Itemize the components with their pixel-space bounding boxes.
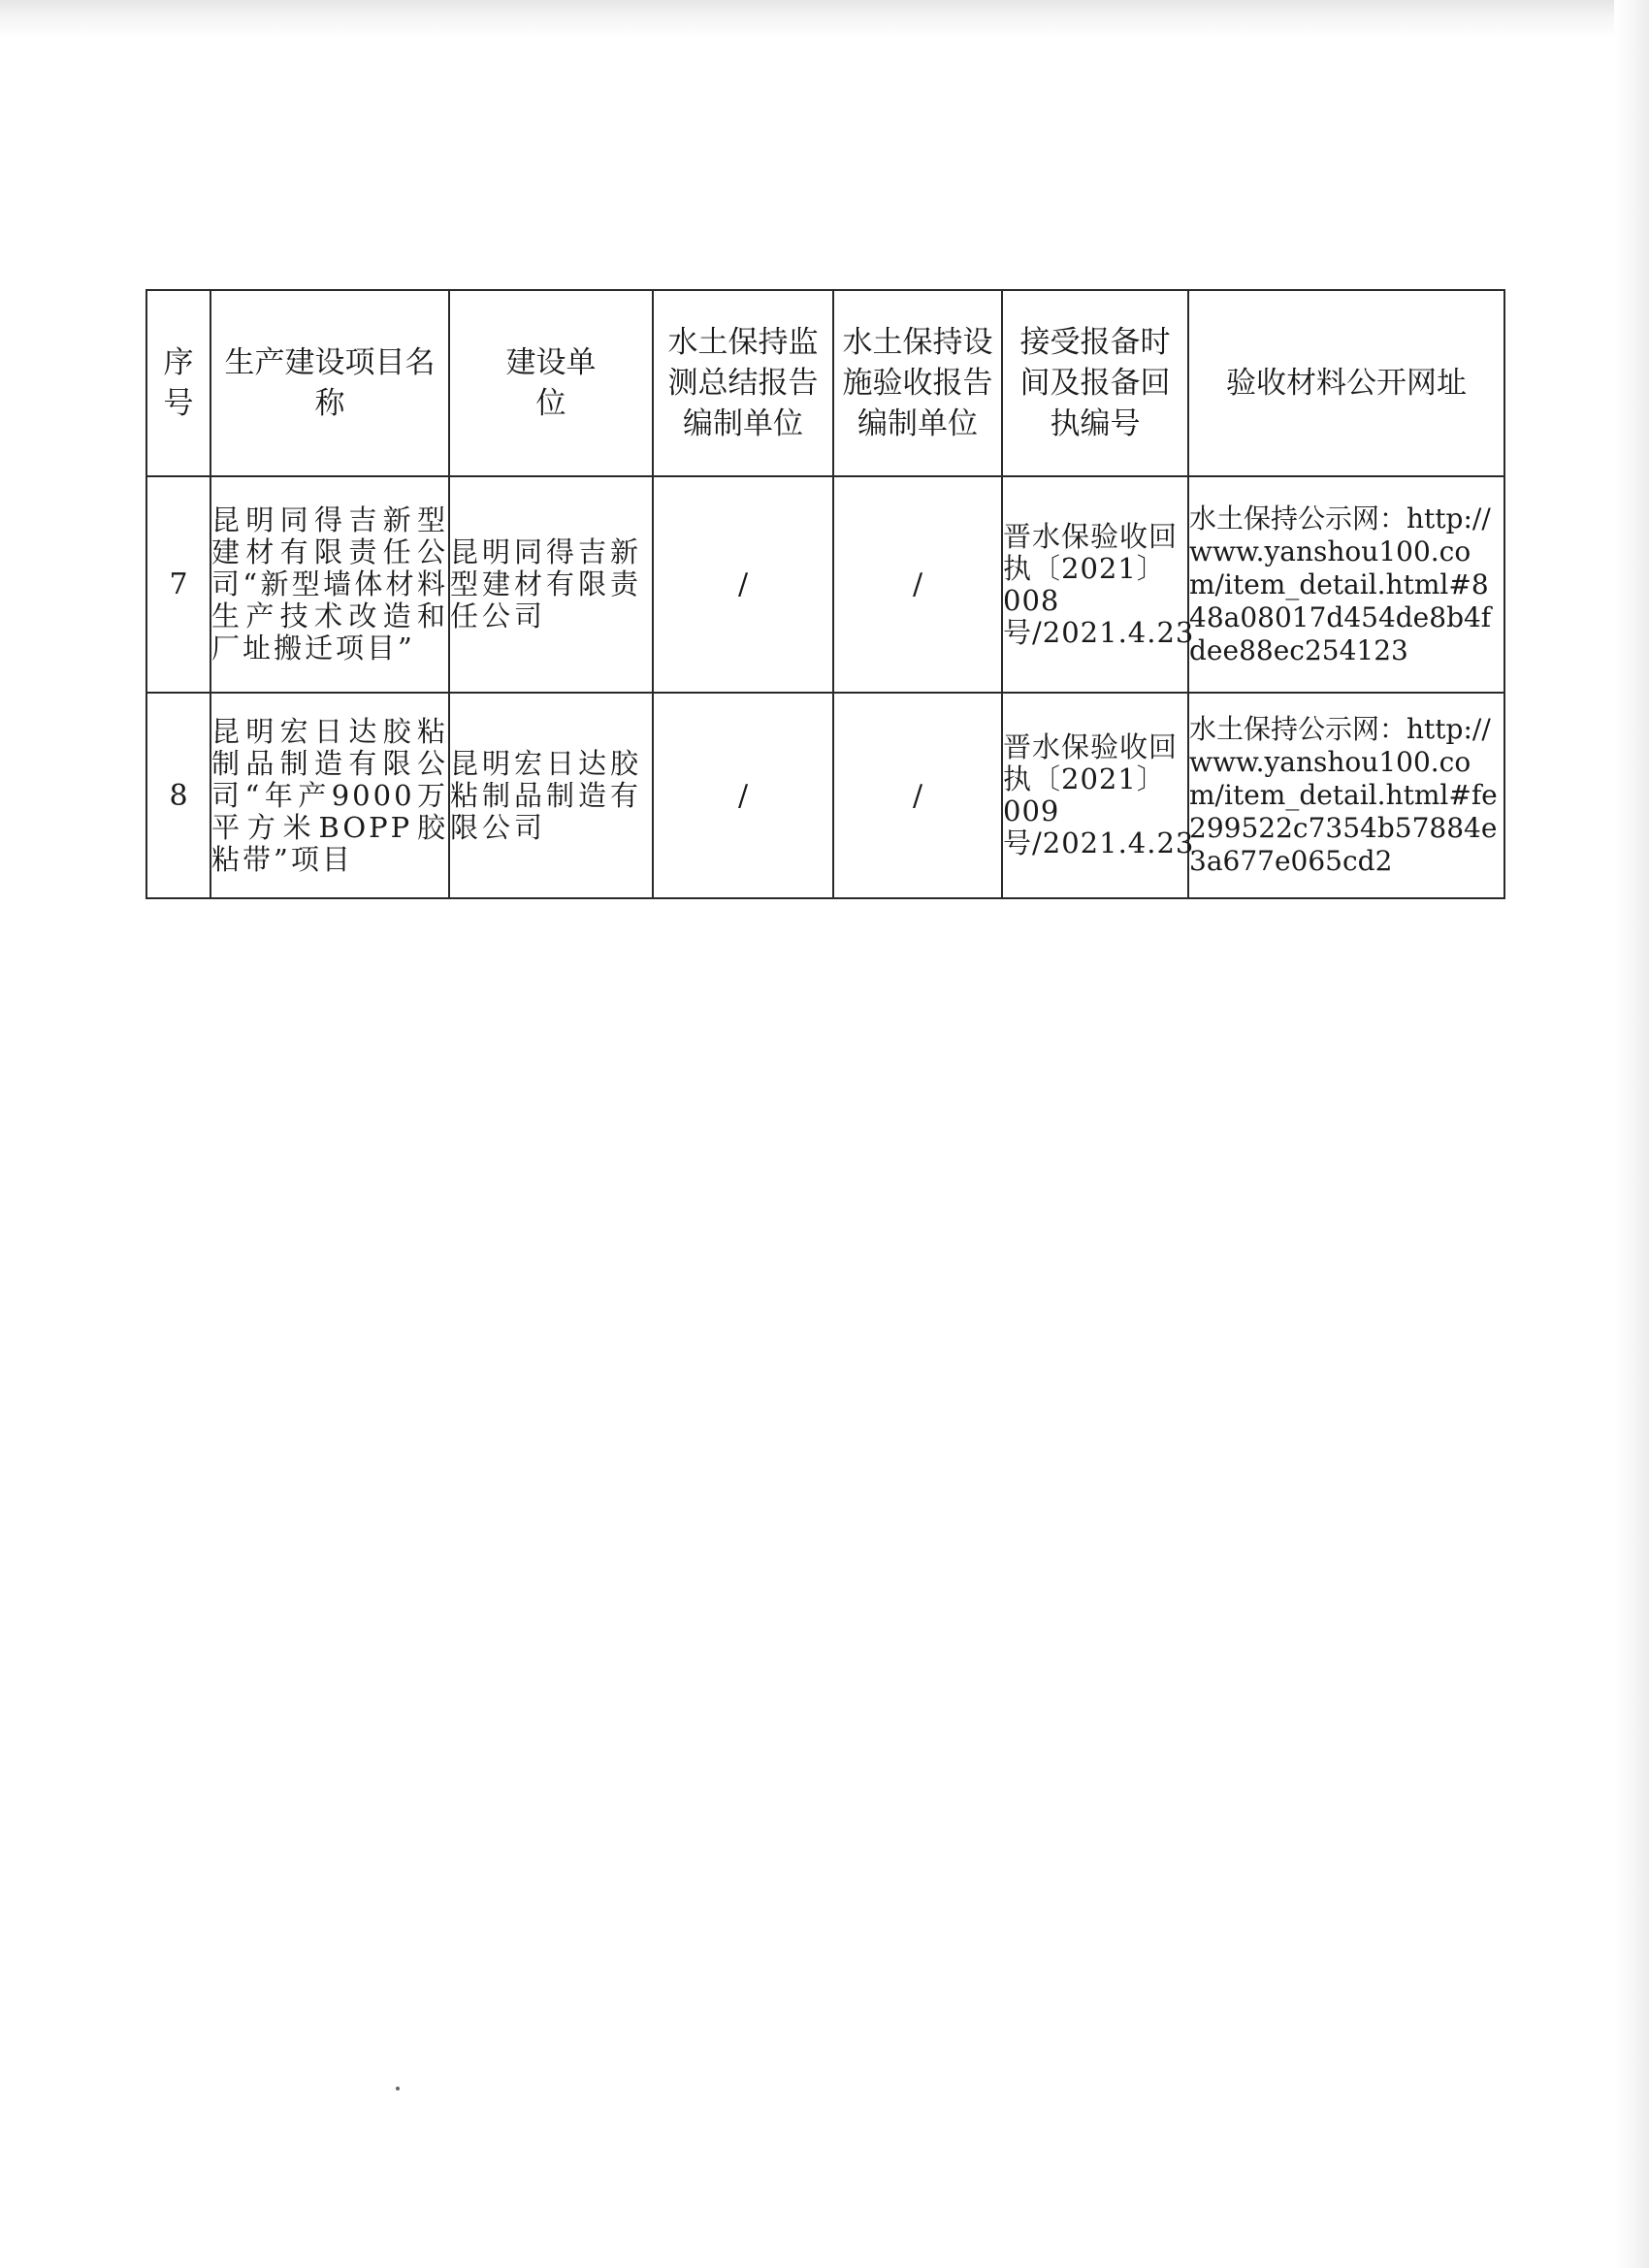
scan-shadow-top [0, 0, 1649, 39]
header-project: 生产建设项目名称 [210, 290, 449, 476]
cell-seq: 8 [146, 693, 210, 898]
cell-builder: 昆明宏日达胶粘制品制造有限公司 [449, 693, 653, 898]
cell-builder: 昆明同得吉新型建材有限责任公司 [449, 476, 653, 693]
acceptance-record-table [146, 289, 1505, 899]
table-row [146, 476, 1504, 693]
table-row [146, 693, 1504, 898]
header-filing: 接受报备时间及报备回执编号 [1002, 290, 1188, 476]
cell-seq: 7 [146, 476, 210, 693]
header-acceptance: 水土保持设施验收报告编制单位 [833, 290, 1002, 476]
scan-speck [396, 2087, 400, 2090]
header-seq: 序号 [146, 290, 210, 476]
cell-project: 昆明同得吉新型建材有限责任公司“新型墙体材料生产技术改造和厂址搬迁项目” [210, 476, 449, 693]
cell-filing: 晋水保验收回执〔2021〕009号/2021.4.23 [1002, 693, 1188, 898]
scan-shadow-right [1614, 0, 1649, 2268]
cell-monitor: / [653, 476, 833, 693]
cell-url-link[interactable]: 水土保持公示网：http://www.yanshou100.com/item_detail.html#fe299522c7354b57884e3a677e065cd2 [1188, 693, 1504, 898]
header-builder: 建设单位 [449, 290, 653, 476]
header-monitor: 水土保持监测总结报告编制单位 [653, 290, 833, 476]
table-header-row [146, 290, 1504, 476]
cell-filing: 晋水保验收回执〔2021〕008号/2021.4.23 [1002, 476, 1188, 693]
header-url: 验收材料公开网址 [1188, 290, 1504, 476]
cell-url-link[interactable]: 水土保持公示网：http://www.yanshou100.com/item_detail.html#848a08017d454de8b4fdee88ec254123 [1188, 476, 1504, 693]
cell-acceptance: / [833, 693, 1002, 898]
cell-monitor: / [653, 693, 833, 898]
cell-acceptance: / [833, 476, 1002, 693]
cell-project: 昆明宏日达胶粘制品制造有限公司“年产9000万平方米BOPP胶粘带”项目 [210, 693, 449, 898]
